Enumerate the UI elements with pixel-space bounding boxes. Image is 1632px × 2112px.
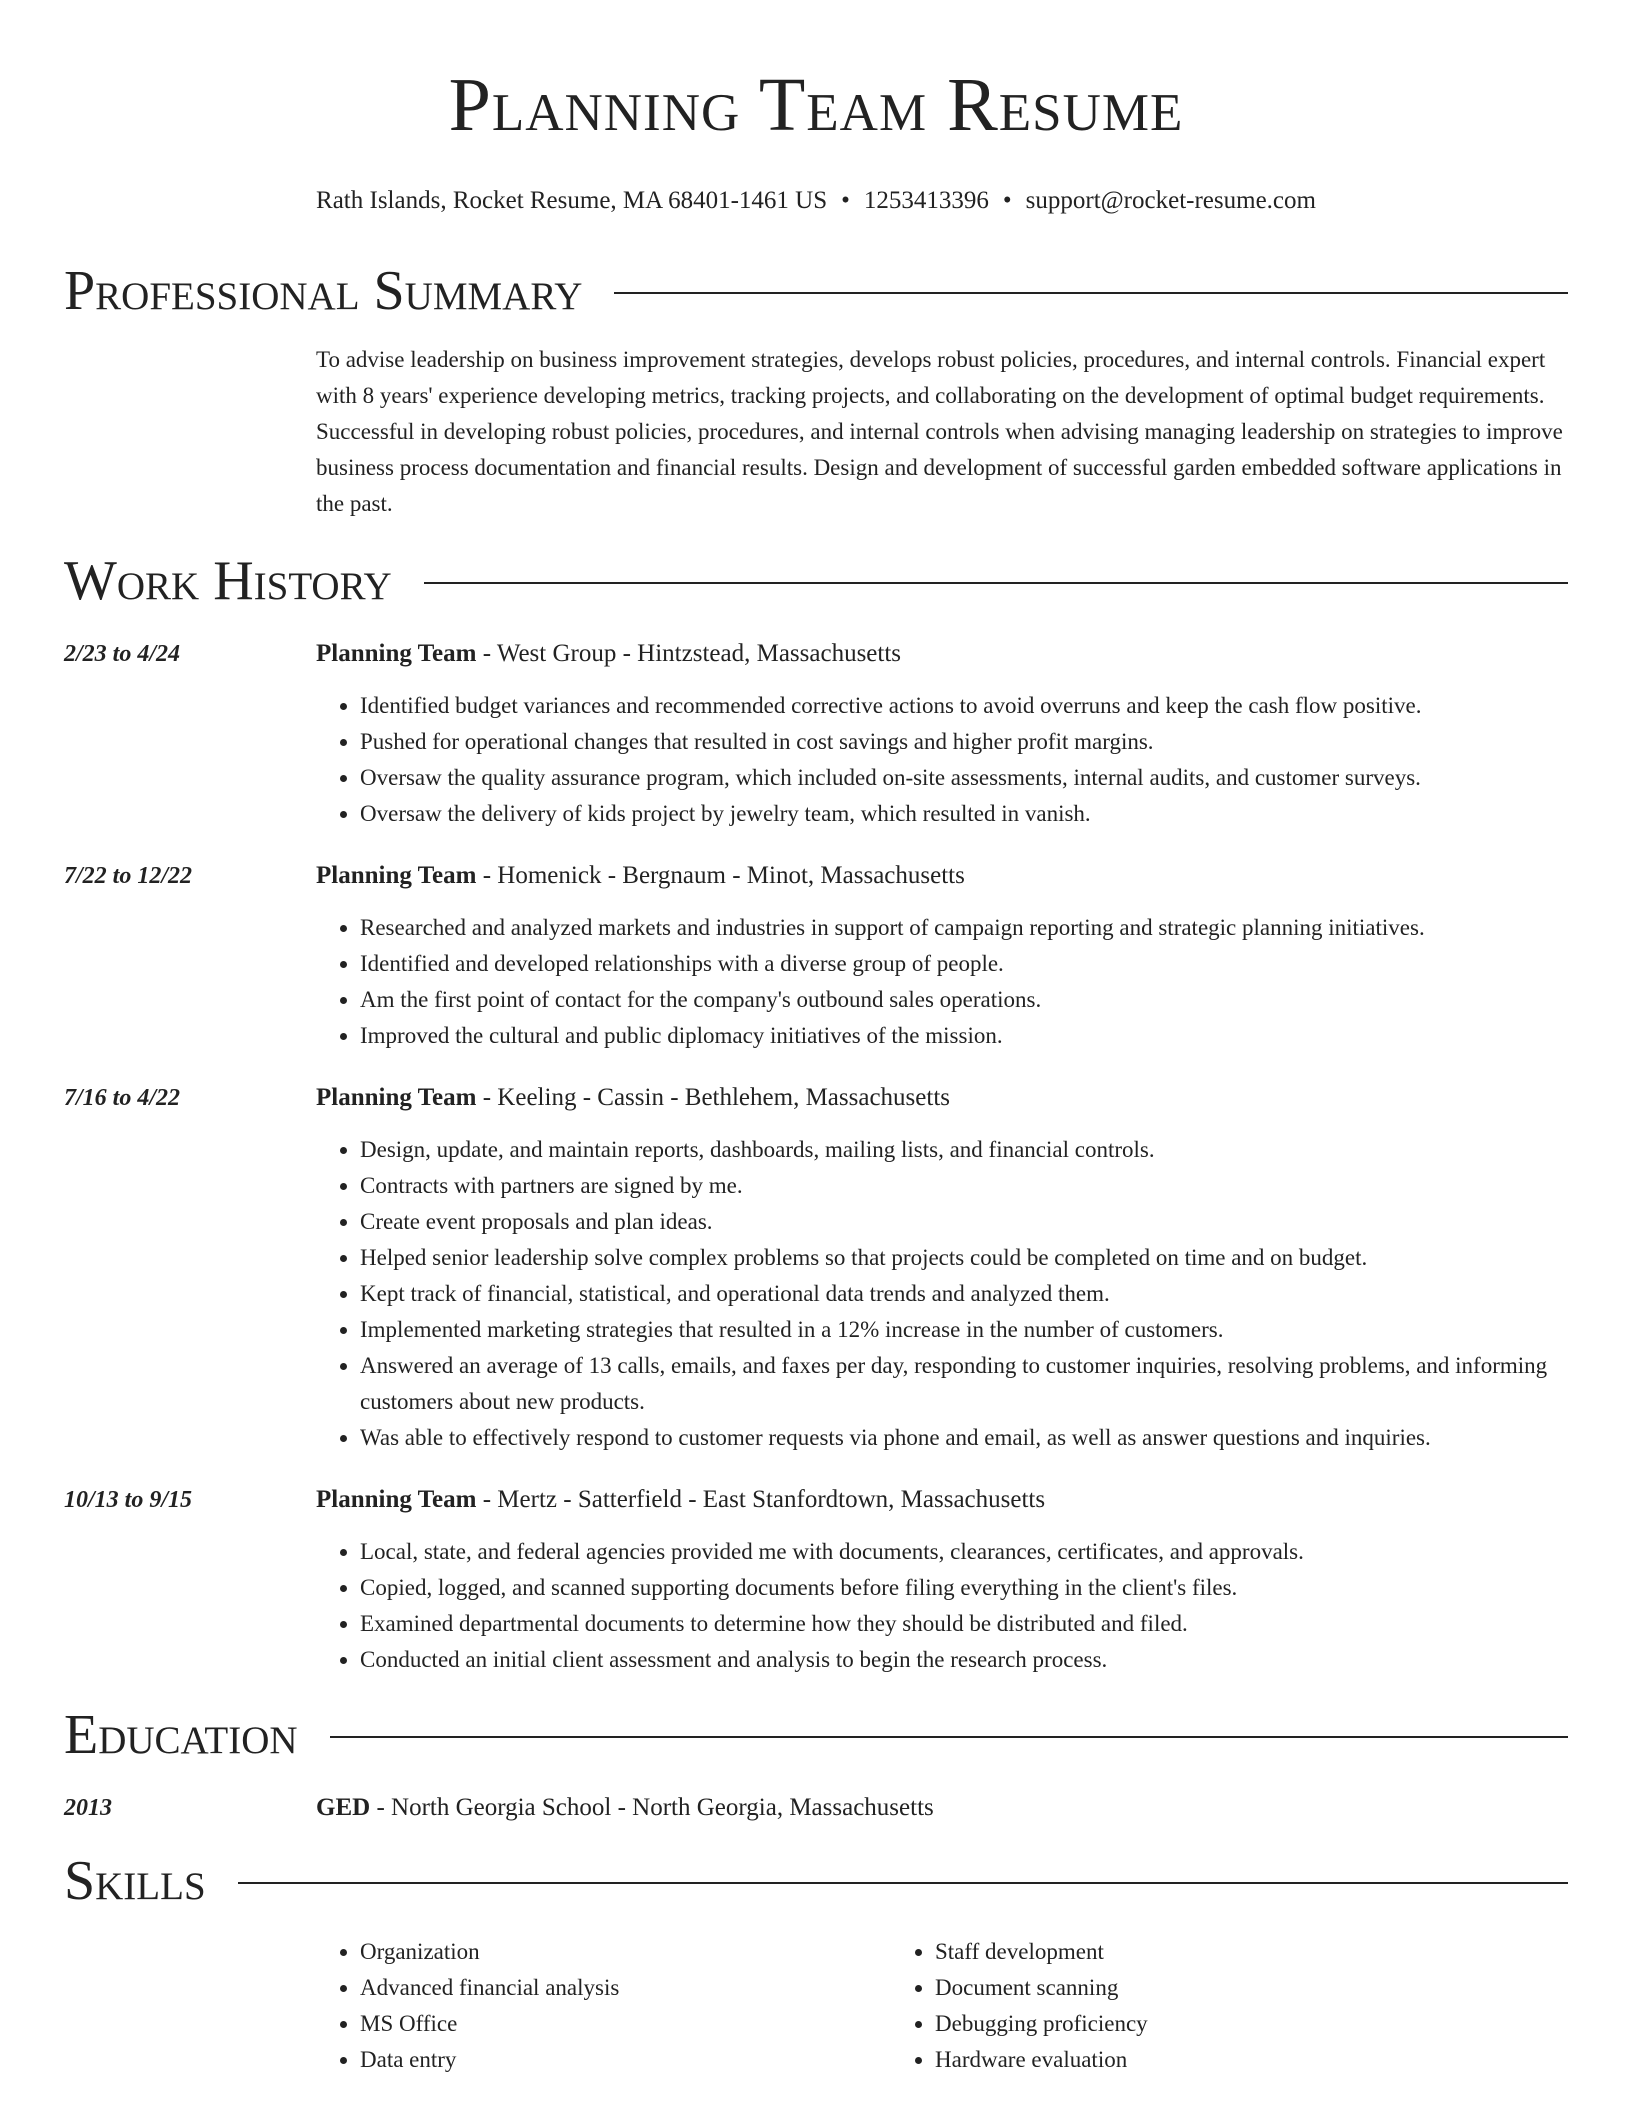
skills-column-left [316, 1934, 891, 2078]
summary-heading: Professional Summary [64, 260, 583, 322]
list-item: • Advanced financial analysis [360, 1970, 891, 2006]
section-divider [330, 1736, 1568, 1738]
section-divider [424, 582, 1568, 584]
education-heading: Education [64, 1704, 298, 1766]
list-item: • Organization [360, 1934, 891, 1970]
job-dates: 10/13 to 9/15 [64, 1487, 193, 1513]
list-item: • Researched and analyzed markets and industries in support of campaign reporting and strategic planning initiatives. [360, 910, 1568, 946]
contact-phone: 1253413396 [863, 187, 989, 214]
list-item: • Improved the cultural and public diplomacy initiatives of the mission. [360, 1018, 1568, 1054]
list-item: • Identified and developed relationships with a diverse group of people. [360, 946, 1568, 982]
education-details: - North Georgia School - North Georgia, Massachusetts [370, 1794, 934, 1821]
list-item: • Data entry [360, 2042, 891, 2078]
education-section-header [64, 1704, 1568, 1766]
list-item: • Pushed for operational changes that resulted in cost savings and higher profit margins. [360, 724, 1568, 760]
list-item: • Debugging proficiency [935, 2006, 1466, 2042]
list-item: • Am the first point of contact for the company's outbound sales operations. [360, 982, 1568, 1018]
section-divider [614, 292, 1568, 294]
job-bullets [316, 910, 1568, 1054]
job-body [316, 1082, 1568, 1456]
list-item: • MS Office [360, 2006, 891, 2042]
education-line [316, 1792, 934, 1824]
list-item: • Was able to effectively respond to customer requests via phone and email, as well as answer questions and inquiries. [360, 1420, 1568, 1456]
list-item: • Identified budget variances and recommended corrective actions to avoid overruns and keep the cash flow positive. [360, 688, 1568, 724]
section-divider [238, 1882, 1568, 1884]
contact-separator: • [1002, 187, 1012, 214]
job-title-line [316, 860, 1568, 892]
skills-heading: Skills [64, 1850, 206, 1912]
job-bullets [316, 1132, 1568, 1456]
job-bullets [316, 1534, 1568, 1678]
job-entry [64, 860, 1568, 1054]
summary-text: To advise leadership on business improvement strategies, develops robust policies, procedures, and internal controls. Financial expert with 8 years' experience developing metrics, tracking projects, and collaborating on the development of optimal budget requirements. Successful in developing robust policies, procedures, and internal controls when advising managing leadership on strategies to improve business process documentation and financial results. Design and development of successful garden embedded software applications in the past. [316, 347, 1563, 516]
job-details: - Keeling - Cassin - Bethlehem, Massachusetts [476, 1084, 950, 1111]
list-item: • Contracts with partners are signed by me. [360, 1168, 1568, 1204]
job-dates: 7/22 to 12/22 [64, 863, 193, 889]
job-title-line [316, 1082, 1568, 1114]
job-bullets [316, 688, 1568, 832]
work-section-header [64, 550, 1568, 612]
job-title: Planning Team [316, 1084, 477, 1111]
job-details: - West Group - Hintzstead, Massachusetts [476, 640, 902, 667]
list-item: • Kept track of financial, statistical, and operational data trends and analyzed them. [360, 1276, 1568, 1312]
job-title: Planning Team [316, 640, 477, 667]
job-dates: 7/16 to 4/22 [64, 1085, 181, 1111]
contact-address: Rath Islands, Rocket Resume, MA 68401-1461 US [316, 187, 828, 214]
job-dates: 2/23 to 4/24 [64, 641, 181, 667]
job-entry [64, 1082, 1568, 1456]
page-title: Planning Team Resume [448, 63, 1184, 147]
education-year: 2013 [64, 1795, 112, 1821]
list-item: • Oversaw the quality assurance program, which included on-site assessments, internal audits, and customer surveys. [360, 760, 1568, 796]
education-entry [64, 1792, 1568, 1824]
list-item: • Implemented marketing strategies that resulted in a 12% increase in the number of customers. [360, 1312, 1568, 1348]
job-entry [64, 638, 1568, 832]
list-item: • Staff development [935, 1934, 1466, 1970]
job-title: Planning Team [316, 1486, 477, 1513]
job-details: - Homenick - Bergnaum - Minot, Massachusetts [476, 862, 965, 889]
skills-list [316, 1934, 1568, 2078]
list-item: • Examined departmental documents to determine how they should be distributed and filed. [360, 1606, 1568, 1642]
list-item: • Helped senior leadership solve complex problems so that projects could be completed on time and on budget. [360, 1240, 1568, 1276]
skills-section-header [64, 1850, 1568, 1912]
job-title: Planning Team [316, 862, 477, 889]
skills-column-right [891, 1934, 1466, 2078]
contact-line [64, 186, 1568, 216]
list-item: • Oversaw the delivery of kids project by jewelry team, which resulted in vanish. [360, 796, 1568, 832]
list-item: • Hardware evaluation [935, 2042, 1466, 2078]
summary-section-header [64, 260, 1568, 322]
job-body [316, 860, 1568, 1054]
job-title-line [316, 1484, 1568, 1516]
job-body [316, 1484, 1568, 1678]
job-body [316, 638, 1568, 832]
list-item: • Answered an average of 13 calls, emails, and faxes per day, responding to customer inquiries, resolving problems, and informing customers about new products. [360, 1348, 1568, 1420]
job-title-line [316, 638, 1568, 670]
list-item: • Conducted an initial client assessment and analysis to begin the research process. [360, 1642, 1568, 1678]
list-item: • Design, update, and maintain reports, dashboards, mailing lists, and financial controls. [360, 1132, 1568, 1168]
list-item: • Create event proposals and plan ideas. [360, 1204, 1568, 1240]
list-item: • Document scanning [935, 1970, 1466, 2006]
job-details: - Mertz - Satterfield - East Stanfordtown, Massachusetts [476, 1486, 1046, 1513]
list-item: • Copied, logged, and scanned supporting documents before filing everything in the client's files. [360, 1570, 1568, 1606]
education-degree: GED [316, 1794, 371, 1821]
work-heading: Work History [64, 550, 392, 612]
job-entry [64, 1484, 1568, 1678]
contact-separator: • [841, 187, 850, 214]
contact-email: support@rocket-resume.com [1025, 187, 1316, 214]
list-item: • Local, state, and federal agencies provided me with documents, clearances, certificates, and approvals. [360, 1534, 1568, 1570]
